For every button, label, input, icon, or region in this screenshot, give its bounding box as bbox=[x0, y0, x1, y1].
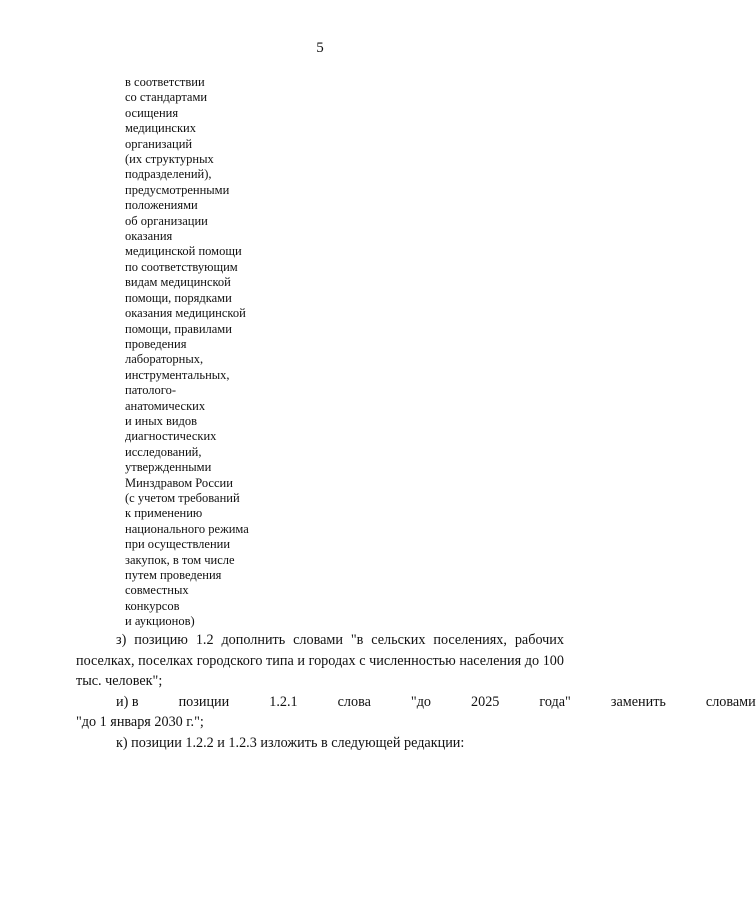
paragraph-k: к) позиции 1.2.2 и 1.2.3 изложить в следующей редакции: bbox=[116, 734, 465, 751]
paragraph-i-word: года" bbox=[539, 693, 571, 710]
column-line: помощи, правилами bbox=[125, 321, 232, 336]
column-line: инструментальных, bbox=[125, 367, 230, 382]
column-line: совместных bbox=[125, 583, 189, 598]
column-line: лабораторных, bbox=[125, 352, 204, 367]
column-line: медицинских bbox=[125, 121, 196, 136]
column-line: оказания bbox=[125, 229, 173, 244]
column-line: путем проведения bbox=[125, 568, 222, 582]
paragraph-i-word: позиции bbox=[178, 693, 230, 710]
paragraph-z: з) позицию 1.2 дополнить словами "в сельских поселениях, рабочих поселках, поселках городского типа и городах с численностью населения до 100 тыс. человек"; bbox=[76, 632, 564, 690]
column-line: и иных видов bbox=[125, 413, 198, 428]
column-line: видам медицинской bbox=[125, 275, 231, 290]
column-line: со стандартами bbox=[125, 90, 208, 105]
column-line: (их структурных bbox=[125, 152, 214, 167]
column-line: исследований, bbox=[125, 444, 202, 459]
column-line: конкурсов bbox=[125, 598, 180, 613]
page-number: 5 bbox=[316, 40, 324, 56]
paragraph-i-word: слова bbox=[337, 693, 371, 710]
column-line: проведения bbox=[125, 336, 187, 351]
column-line: помощи, порядками bbox=[125, 290, 232, 305]
column-line: патолого- bbox=[125, 383, 177, 398]
column-line: осищения bbox=[125, 105, 179, 120]
paragraph-i-line-2: "до 1 января 2030 г."; bbox=[76, 714, 204, 731]
paragraph-i-word: 2025 bbox=[471, 693, 500, 710]
column-line: при осуществлении bbox=[125, 537, 231, 552]
table-cell-text-column bbox=[125, 75, 285, 630]
paragraph-i-word: "до bbox=[410, 693, 432, 710]
column-line: по соответствующим bbox=[125, 259, 238, 274]
column-line: медицинской помощи bbox=[125, 244, 242, 259]
paragraph-i-word: и) в bbox=[116, 693, 139, 710]
column-line: Минздравом России bbox=[125, 475, 233, 490]
paragraph-i-word: 1.2.1 bbox=[269, 693, 298, 710]
column-line: национального режима bbox=[125, 521, 249, 536]
column-line: оказания медицинской bbox=[125, 306, 246, 321]
column-line: положениями bbox=[125, 198, 198, 213]
column-line: предусмотренными bbox=[125, 182, 230, 197]
paragraph-i-word: словами bbox=[705, 693, 756, 710]
column-line: (с учетом требований bbox=[125, 490, 240, 505]
column-line: к применению bbox=[125, 506, 203, 521]
column-line: закупок, в том числе bbox=[125, 552, 235, 567]
column-line: подразделений), bbox=[125, 167, 212, 182]
paragraph-i-line-1 bbox=[76, 692, 756, 713]
column-line: утвержденными bbox=[125, 460, 212, 475]
column-line: об организации bbox=[125, 213, 208, 228]
column-line: диагностических bbox=[125, 429, 217, 444]
body-text bbox=[76, 630, 756, 754]
paragraph-i-word: заменить bbox=[610, 693, 666, 710]
column-line: и аукционов) bbox=[125, 614, 195, 629]
column-line: организаций bbox=[125, 136, 193, 151]
column-line: анатомических bbox=[125, 398, 206, 413]
column-line: в соответствии bbox=[125, 75, 205, 89]
